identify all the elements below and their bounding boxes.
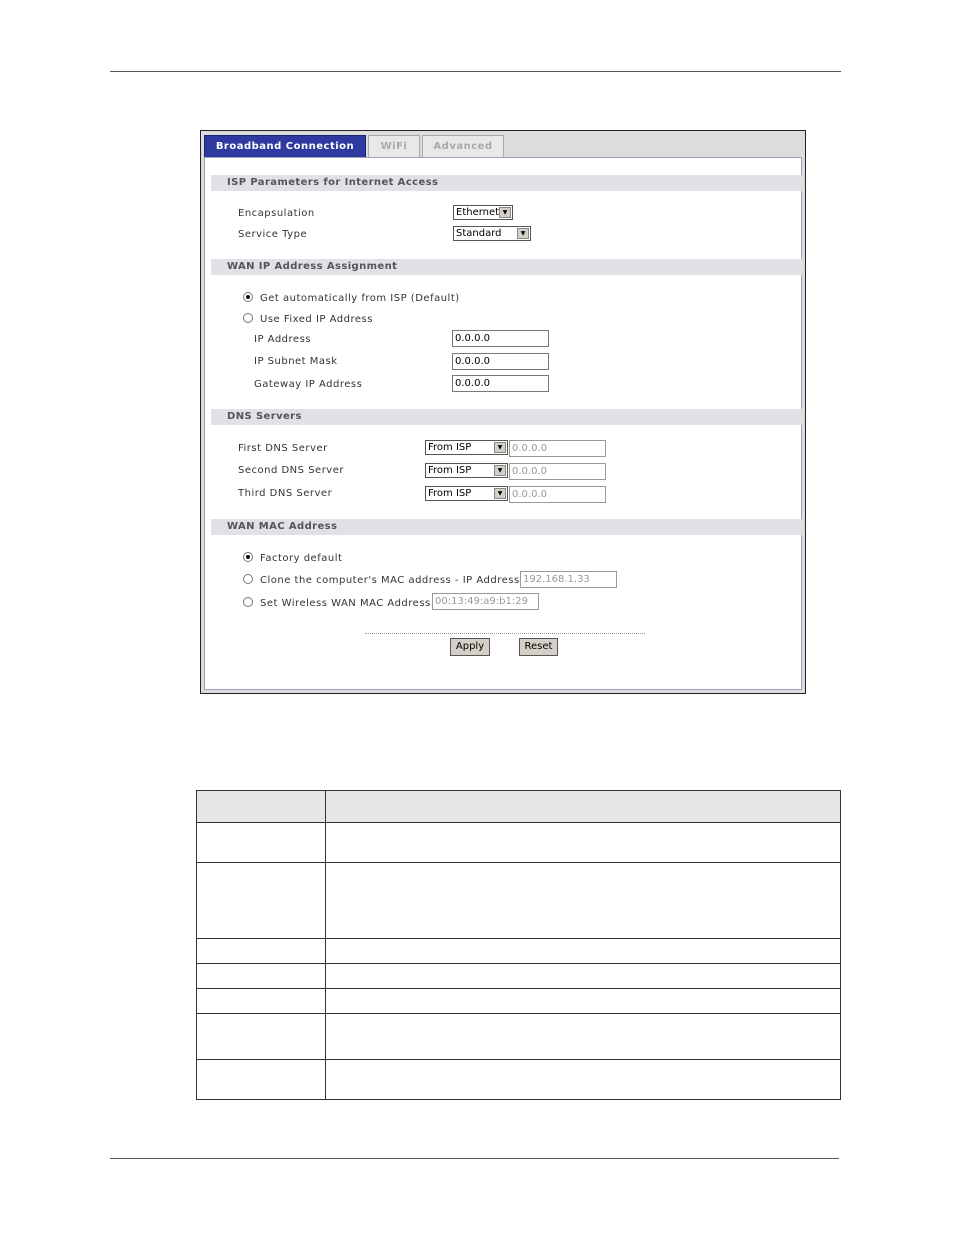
table-row	[197, 863, 841, 939]
ip-address-field[interactable]: 0.0.0.0	[452, 330, 549, 347]
encapsulation-value: Ethernet	[456, 207, 500, 218]
router-config-window	[200, 130, 806, 694]
clone-mac-radio[interactable]	[243, 574, 253, 584]
second-dns-field[interactable]: 0.0.0.0	[509, 463, 606, 480]
apply-button[interactable]: Apply	[450, 638, 490, 656]
first-dns-field[interactable]: 0.0.0.0	[509, 440, 606, 457]
ip-address-label: IP Address	[254, 334, 311, 345]
third-dns-field[interactable]: 0.0.0.0	[509, 486, 606, 503]
header-rule	[110, 71, 841, 72]
chevron-down-icon: ▼	[494, 442, 506, 453]
field-description-table	[196, 790, 841, 1100]
chevron-down-icon: ▼	[499, 207, 511, 218]
tab-advanced[interactable]: Advanced	[422, 135, 504, 157]
section-dns-servers: DNS Servers	[211, 409, 803, 425]
chevron-down-icon: ▼	[494, 465, 506, 476]
service-type-select[interactable]	[453, 226, 531, 241]
third-dns-label: Third DNS Server	[238, 488, 333, 499]
gateway-ip-label: Gateway IP Address	[254, 379, 363, 390]
settings-panel	[204, 157, 802, 690]
first-dns-label: First DNS Server	[238, 443, 328, 454]
wireless-mac-radio[interactable]	[243, 597, 253, 607]
clone-ip-field[interactable]: 192.168.1.33	[520, 571, 617, 588]
wireless-mac-label: Set Wireless WAN MAC Address	[260, 598, 431, 609]
table-row	[197, 1014, 841, 1060]
chevron-down-icon: ▼	[517, 228, 529, 239]
factory-default-label: Factory default	[260, 553, 343, 564]
table-row	[197, 1060, 841, 1100]
tab-wifi[interactable]: WiFi	[368, 135, 420, 157]
table-row	[197, 964, 841, 989]
fixed-ip-radio[interactable]	[243, 313, 253, 323]
section-isp-parameters: ISP Parameters for Internet Access	[211, 175, 803, 191]
third-dns-select[interactable]	[425, 486, 508, 501]
third-dns-mode: From ISP	[428, 488, 472, 499]
button-divider	[365, 633, 645, 634]
first-dns-select[interactable]	[425, 440, 508, 455]
auto-ip-radio[interactable]	[243, 292, 253, 302]
gateway-ip-field[interactable]: 0.0.0.0	[452, 375, 549, 392]
second-dns-select[interactable]	[425, 463, 508, 478]
table-header-row	[197, 791, 841, 823]
encapsulation-select[interactable]	[453, 205, 513, 220]
table-row	[197, 989, 841, 1014]
wireless-mac-field[interactable]: 00:13:49:a9:b1:29	[432, 593, 539, 610]
second-dns-label: Second DNS Server	[238, 465, 344, 476]
first-dns-mode: From ISP	[428, 442, 472, 453]
chevron-down-icon: ▼	[494, 488, 506, 499]
subnet-mask-field[interactable]: 0.0.0.0	[452, 353, 549, 370]
service-type-value: Standard	[456, 228, 502, 239]
section-wan-mac-address: WAN MAC Address	[211, 519, 803, 535]
table-row	[197, 939, 841, 964]
fixed-ip-label: Use Fixed IP Address	[260, 314, 373, 325]
section-wan-ip-assignment: WAN IP Address Assignment	[211, 259, 803, 275]
footer-rule	[110, 1158, 839, 1159]
reset-button[interactable]: Reset	[519, 638, 558, 656]
clone-mac-label: Clone the computer's MAC address - IP Address	[260, 575, 520, 586]
tab-broadband-connection[interactable]: Broadband Connection	[204, 135, 366, 157]
table-row	[197, 823, 841, 863]
subnet-mask-label: IP Subnet Mask	[254, 356, 338, 367]
factory-default-radio[interactable]	[243, 552, 253, 562]
auto-ip-label: Get automatically from ISP (Default)	[260, 293, 460, 304]
second-dns-mode: From ISP	[428, 465, 472, 476]
service-type-label: Service Type	[238, 229, 308, 240]
encapsulation-label: Encapsulation	[238, 208, 315, 219]
tab-bar	[204, 135, 802, 159]
